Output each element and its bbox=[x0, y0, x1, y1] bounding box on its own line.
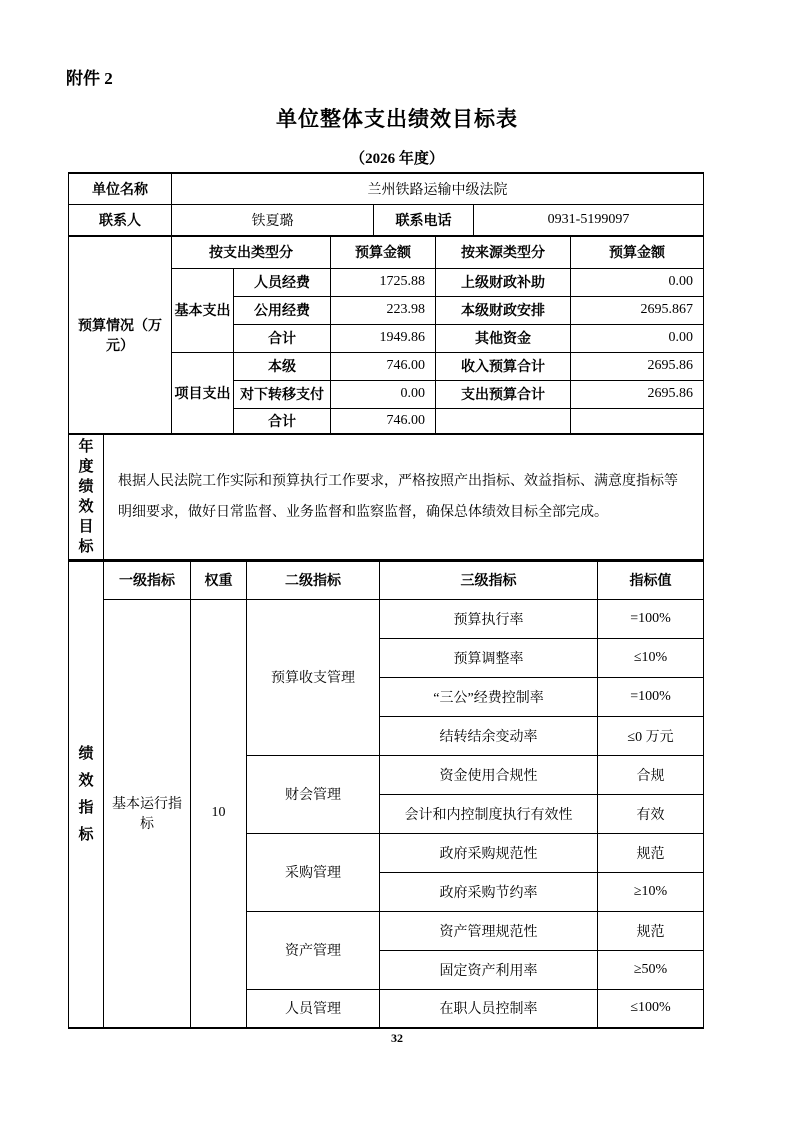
budget-source-amount: 2695.867 bbox=[571, 296, 704, 324]
level3-indicator: 预算调整率 bbox=[380, 638, 598, 677]
table-row bbox=[69, 561, 704, 599]
level2-indicator: 资产管理 bbox=[247, 911, 380, 989]
page-number: 32 bbox=[391, 1031, 403, 1045]
level2-indicator: 预算收支管理 bbox=[247, 599, 380, 755]
budget-source-label bbox=[436, 408, 571, 434]
table-row bbox=[69, 173, 704, 204]
annual-goal-side-label-text: 年度绩效目标 bbox=[78, 438, 94, 555]
contact-label: 联系人 bbox=[69, 204, 172, 236]
level1-indicator: 基本运行指标 bbox=[104, 599, 191, 1028]
indicator-value: 合规 bbox=[598, 755, 704, 794]
indicator-value: =100% bbox=[598, 677, 704, 716]
budget-source-label: 上级财政补助 bbox=[436, 268, 571, 296]
indicator-value: 有效 bbox=[598, 794, 704, 833]
level3-indicator: 政府采购节约率 bbox=[380, 872, 598, 911]
unit-name-value: 兰州铁路运输中级法院 bbox=[172, 173, 704, 204]
page-title: 单位整体支出绩效目标表 bbox=[276, 107, 518, 131]
budget-source-amount: 0.00 bbox=[571, 268, 704, 296]
level3-indicator: 政府采购规范性 bbox=[380, 833, 598, 872]
level3-indicator: 会计和内控制度执行有效性 bbox=[380, 794, 598, 833]
budget-item-amount: 223.98 bbox=[331, 296, 436, 324]
level3-indicator: 预算执行率 bbox=[380, 599, 598, 638]
budget-source-label: 本级财政安排 bbox=[436, 296, 571, 324]
budget-source-label: 支出预算合计 bbox=[436, 380, 571, 408]
budget-header-amount-left: 预算金额 bbox=[331, 236, 436, 268]
budget-item-amount: 1949.86 bbox=[331, 324, 436, 352]
level3-indicator: 结转结余变动率 bbox=[380, 716, 598, 755]
budget-item-label: 本级 bbox=[234, 352, 331, 380]
indicators-side-label-text: 绩效指标 bbox=[78, 745, 94, 843]
header-weight: 权重 bbox=[191, 561, 247, 599]
phone-label: 联系电话 bbox=[374, 204, 474, 236]
level2-indicator: 人员管理 bbox=[247, 989, 380, 1028]
indicator-value: ≤0 万元 bbox=[598, 716, 704, 755]
budget-source-amount bbox=[571, 408, 704, 434]
indicators-table bbox=[68, 560, 704, 1029]
budget-item-label: 公用经费 bbox=[234, 296, 331, 324]
indicator-value: ≥10% bbox=[598, 872, 704, 911]
level2-indicator: 财会管理 bbox=[247, 755, 380, 833]
header-level2: 二级指标 bbox=[247, 561, 380, 599]
level3-indicator: 在职人员控制率 bbox=[380, 989, 598, 1028]
indicator-value: ≤10% bbox=[598, 638, 704, 677]
level3-indicator: 资金使用合规性 bbox=[380, 755, 598, 794]
table-row bbox=[69, 434, 704, 559]
budget-item-label: 对下转移支付 bbox=[234, 380, 331, 408]
table-row bbox=[69, 204, 704, 236]
table-row bbox=[69, 236, 704, 268]
indicator-value: ≤100% bbox=[598, 989, 704, 1028]
level3-indicator: 固定资产利用率 bbox=[380, 950, 598, 989]
budget-item-amount: 0.00 bbox=[331, 380, 436, 408]
budget-header-by-expense: 按支出类型分 bbox=[172, 236, 331, 268]
budget-source-amount: 0.00 bbox=[571, 324, 704, 352]
budget-item-amount: 746.00 bbox=[331, 408, 436, 434]
weight-value: 10 bbox=[191, 599, 247, 1028]
info-budget-table bbox=[68, 172, 704, 435]
level3-indicator: “三公”经费控制率 bbox=[380, 677, 598, 716]
header-level3: 三级指标 bbox=[380, 561, 598, 599]
indicator-value: =100% bbox=[598, 599, 704, 638]
page-subtitle: （2026 年度） bbox=[350, 151, 444, 167]
budget-item-label: 人员经费 bbox=[234, 268, 331, 296]
budget-basic-label: 基本支出 bbox=[172, 268, 234, 352]
header-level1: 一级指标 bbox=[104, 561, 191, 599]
indicators-side-label bbox=[69, 561, 104, 1028]
unit-name-label: 单位名称 bbox=[69, 173, 172, 204]
attachment-label: 附件 2 bbox=[66, 69, 113, 88]
budget-section-label: 预算情况（万元） bbox=[69, 236, 172, 434]
level2-indicator: 采购管理 bbox=[247, 833, 380, 911]
level3-indicator: 资产管理规范性 bbox=[380, 911, 598, 950]
budget-source-label: 其他资金 bbox=[436, 324, 571, 352]
annual-goal-table bbox=[68, 433, 704, 560]
phone-value: 0931-5199097 bbox=[474, 204, 704, 236]
budget-header-by-source: 按来源类型分 bbox=[436, 236, 571, 268]
budget-source-amount: 2695.86 bbox=[571, 380, 704, 408]
budget-source-label: 收入预算合计 bbox=[436, 352, 571, 380]
header-value: 指标值 bbox=[598, 561, 704, 599]
indicator-value: 规范 bbox=[598, 911, 704, 950]
indicator-value: ≥50% bbox=[598, 950, 704, 989]
budget-item-amount: 1725.88 bbox=[331, 268, 436, 296]
budget-project-label: 项目支出 bbox=[172, 352, 234, 434]
annual-goal-side-label bbox=[69, 434, 104, 559]
contact-name-value: 铁夏璐 bbox=[172, 204, 374, 236]
budget-item-label: 合计 bbox=[234, 408, 331, 434]
table-row bbox=[69, 599, 704, 638]
budget-header-amount-right: 预算金额 bbox=[571, 236, 704, 268]
budget-source-amount: 2695.86 bbox=[571, 352, 704, 380]
budget-item-amount: 746.00 bbox=[331, 352, 436, 380]
annual-goal-text: 根据人民法院工作实际和预算执行工作要求，严格按照产出指标、效益指标、满意度指标等明细要求，做好日常监督、业务监督和监察监督，确保总体绩效目标全部完成。 bbox=[104, 434, 704, 559]
indicator-value: 规范 bbox=[598, 833, 704, 872]
budget-item-label: 合计 bbox=[234, 324, 331, 352]
